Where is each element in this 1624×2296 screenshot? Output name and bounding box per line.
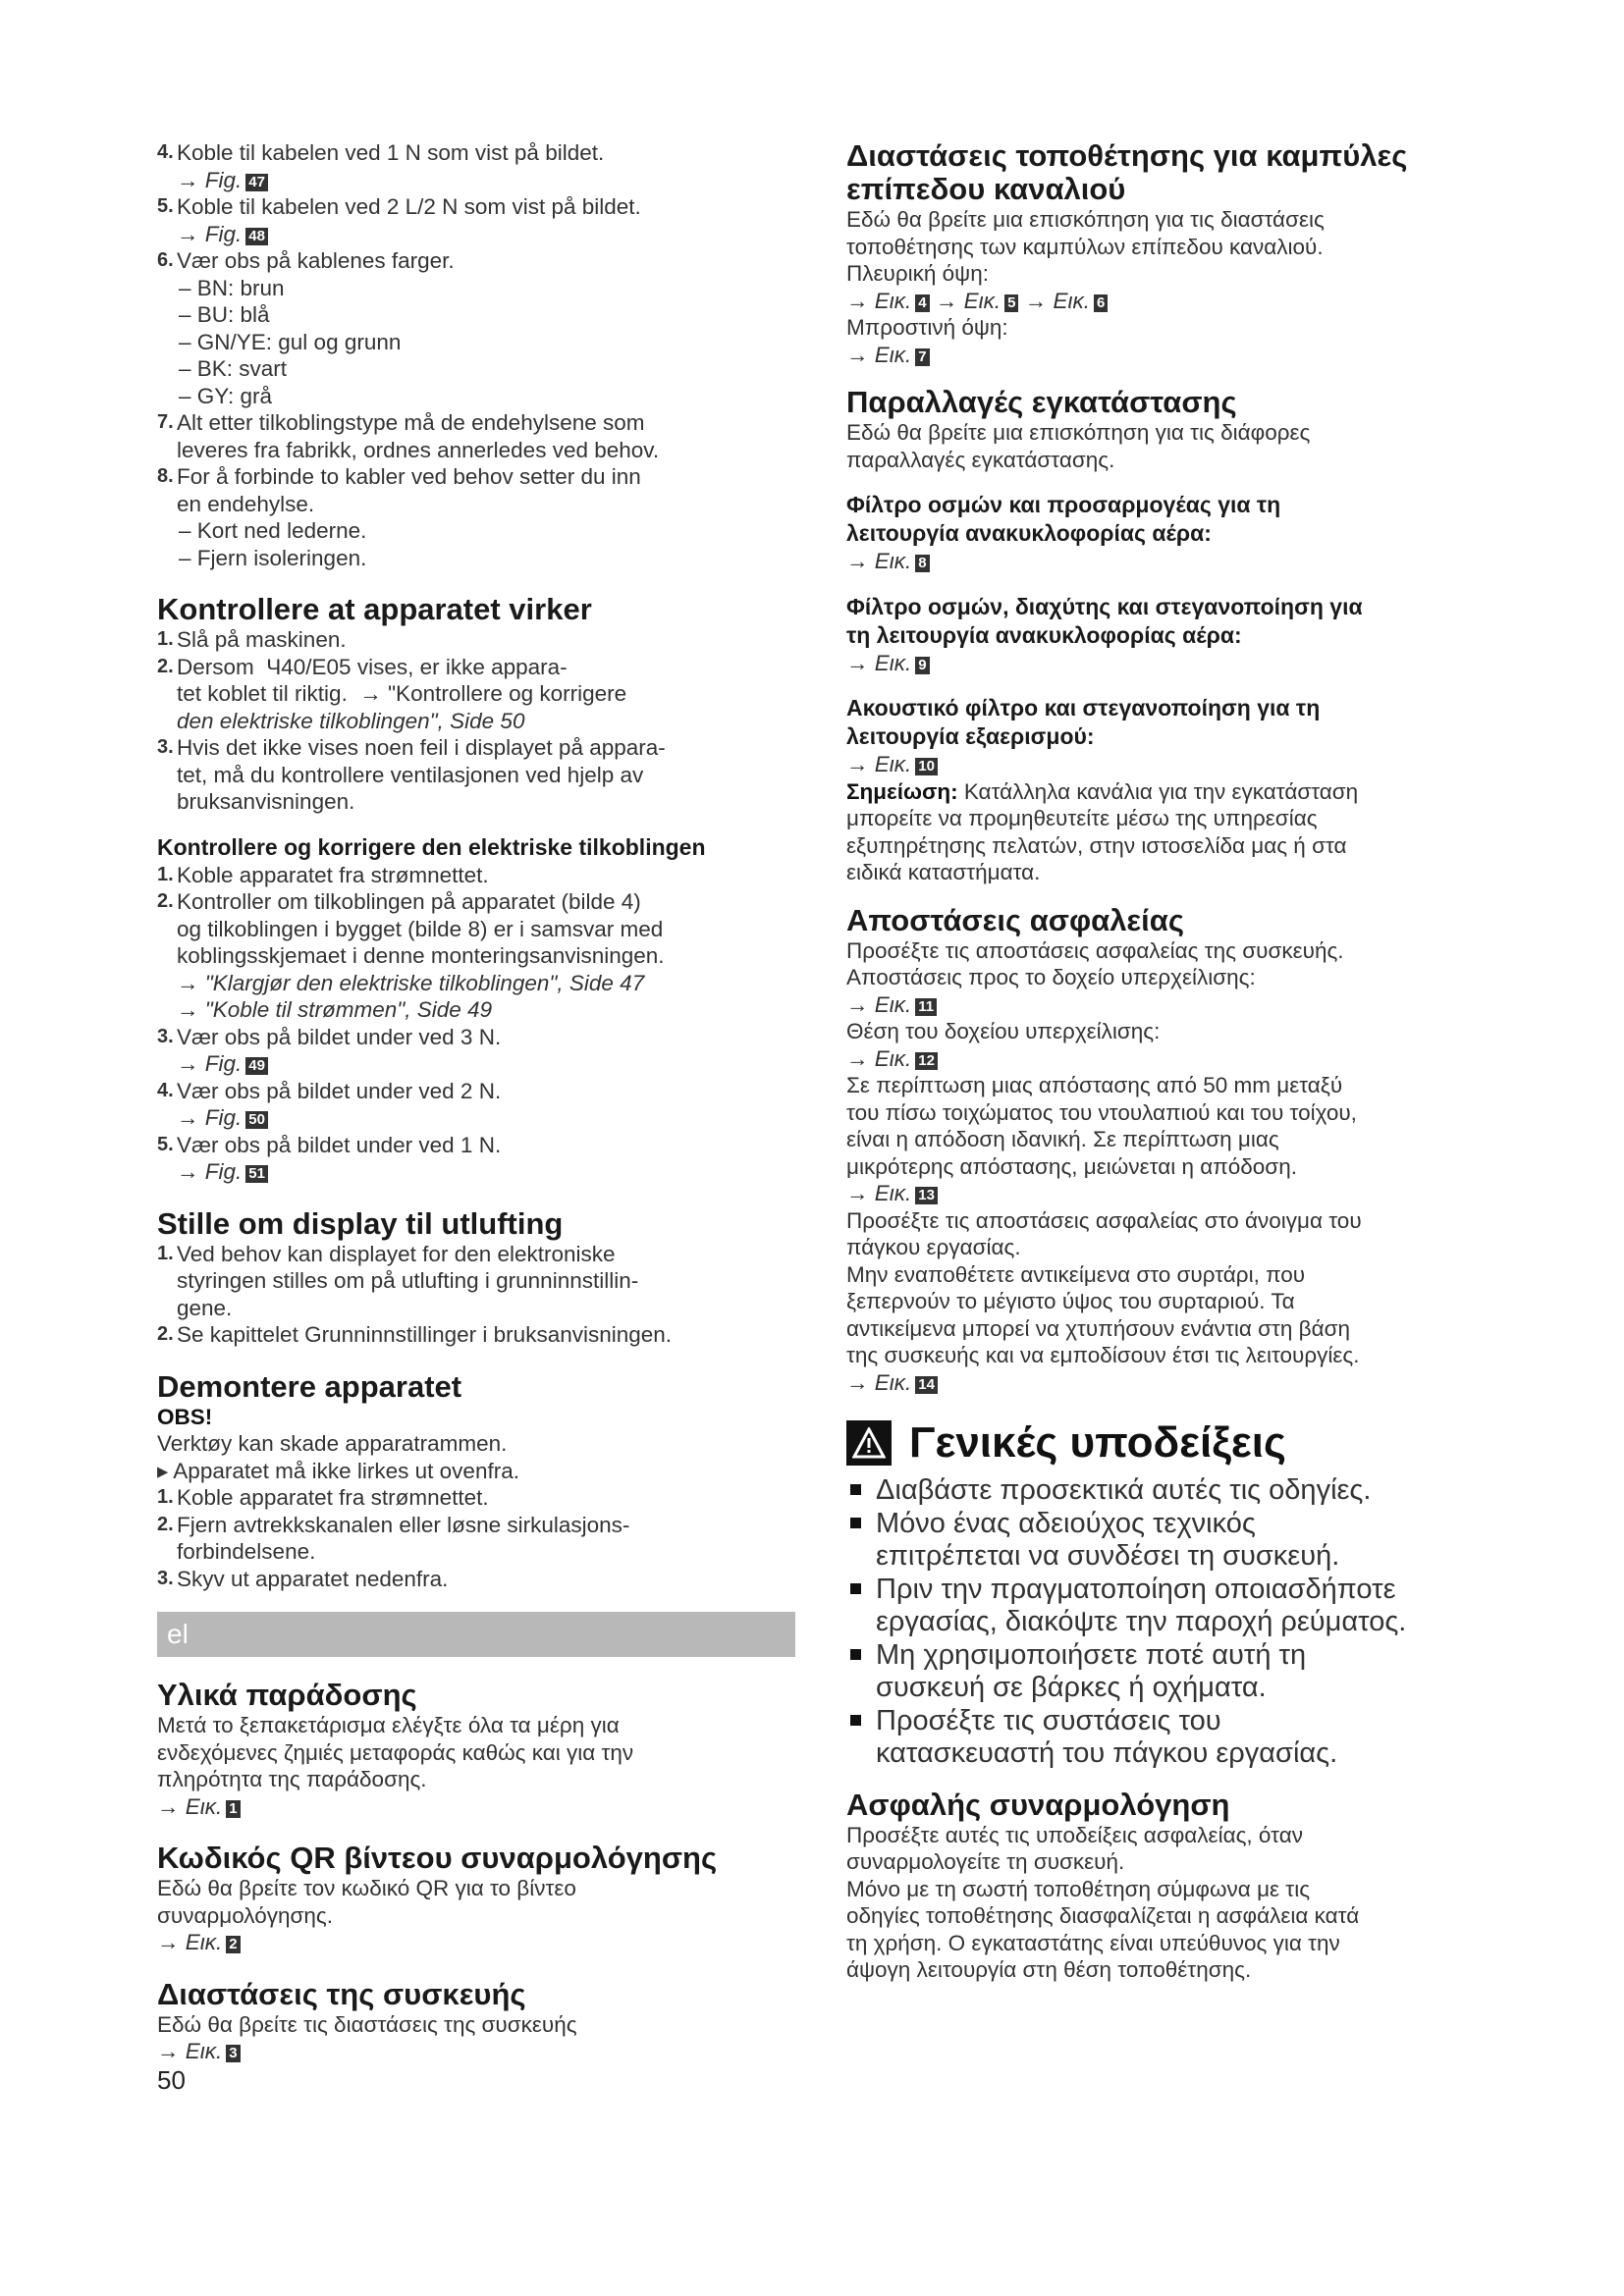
section-heading: Διαστάσεις της συσκευής (157, 1976, 526, 2011)
paragraph: Θέση του δοχείου υπερχείλισης: (846, 1019, 1161, 1043)
figure-badge: 6 (1094, 294, 1108, 312)
figure-badge: 14 (915, 1376, 938, 1394)
subsection-heading: Φίλτρο οσμών, διαχύτης και στεγανοποίηση για τη λειτουργία ανακυκλοφορίας αέρα: (846, 593, 1363, 648)
color-item: – BU: blå (179, 302, 270, 327)
step: 4. Vær obs på bildet under ved 2 N. (157, 1078, 502, 1103)
right-column (846, 139, 1483, 1984)
paragraph: Μπροστινή όψη: (846, 315, 1008, 340)
step: 3. Hvis det ikke vises noen feil i displayet på appara- tet, må du kontrollere ventilasjonen ved hjelp av bruksanvisningen. (157, 735, 666, 814)
step: 2. Fjern avtrekkskanalen eller løsne sirkulasjons- forbindelsene. (157, 1512, 630, 1564)
step: 3. Skyv ut apparatet nedenfra. (157, 1566, 449, 1591)
step: 5. Vær obs på bildet under ved 1 N. (157, 1132, 502, 1157)
figure-badge: 5 (1004, 294, 1018, 312)
figure-ref: → Εικ. 11 (846, 991, 1483, 1019)
step: 1. Slå på maskinen. (157, 627, 347, 652)
section-heading: Διαστάσεις τοποθέτησης για καμπύλες επίπεδου καναλιού (846, 138, 1408, 206)
step: 6. Vær obs på kablenes farger. (157, 248, 455, 273)
figure-badge: 1 (226, 1800, 240, 1818)
figure-badge: 49 (245, 1057, 268, 1075)
figure-ref: → Fig. 50 (157, 1104, 795, 1132)
section-heading: Αποστάσεις ασφαλείας (846, 902, 1184, 937)
bullet-item: Πριν την πραγματοποίηση οποιασδήποτε εργασίας, διακόψτε την παροχή ρεύματος. (846, 1574, 1483, 1639)
warning-heading: Γενικές υποδείξεις (846, 1417, 1483, 1468)
note: Σημείωση: Κατάλληλα κανάλια για την εγκατάσταση μπορείτε να προμηθευτείτε μέσω της υπηρεσίας εξυπηρέτησης πελατών, στην ιστοσελίδα μας ή στα ειδικά καταστήματα. (846, 778, 1359, 884)
figure-badge: 13 (915, 1187, 938, 1204)
subsection-heading: Φίλτρο οσμών και προσαρμογέας για τη λειτουργία ανακυκλοφορίας αέρα: (846, 492, 1281, 546)
step: 7. Alt etter tilkoblingstype må de endehylsene som leveres fra fabrikk, ordnes annerledes ved behov. (157, 410, 660, 462)
figure-badge: 47 (245, 174, 268, 191)
paragraph: Εδώ θα βρείτε μια επισκόπηση για τις διαστάσεις τοποθέτησης των καμπύλων επίπεδου καναλιού. Πλευρική όψη: (846, 207, 1325, 286)
figure-badge: 9 (915, 657, 929, 674)
bullet-item: ▸ Apparatet må ikke lirkes ut ovenfra. (157, 1458, 519, 1483)
caution-label: OBS! (157, 1404, 213, 1429)
step: 3. Vær obs på bildet under ved 3 N. (157, 1024, 502, 1049)
figure-refs: → Εικ. 4 → Εικ. 5 → Εικ. 6 (846, 288, 1483, 315)
step: 1. Koble apparatet fra strømnettet. (157, 1485, 489, 1510)
color-item: – GN/YE: gul og grunn (179, 329, 402, 354)
sub-item: – Fjern isoleringen. (179, 545, 367, 570)
bullet-item: Μη χρησιμοποιήσετε ποτέ αυτή τη συσκευή σε βάρκες ή οχήματα. (846, 1639, 1483, 1705)
section-heading: Παραλλαγές εγκατάστασης (846, 385, 1237, 419)
figure-ref: → Fig. 51 (157, 1158, 795, 1186)
section-heading: Demontere apparatet (157, 1368, 462, 1404)
step: 5. Koble til kabelen ved 2 L/2 N som vist på bildet. (157, 194, 641, 219)
left-column (157, 139, 795, 2095)
section-heading: Kontrollere at apparatet virker (157, 592, 592, 626)
bullet-item: Μόνο ένας αδειούχος τεχνικός επιτρέπεται να συνδέσει τη συσκευή. (846, 1508, 1483, 1574)
figure-badge: 11 (915, 998, 937, 1016)
step: 2. Dersom Ч40/E05 vises, er ikke appara- tet koblet til riktig. → "Kontrollere og korrigere den elektriske tilkoblingen", Side 50 (157, 654, 627, 733)
color-item: – BK: svart (179, 356, 288, 381)
figure-badge: 12 (915, 1052, 938, 1070)
language-band: el (157, 1612, 795, 1657)
step: 1. Koble apparatet fra strømnettet. (157, 862, 489, 887)
figure-badge: 51 (245, 1165, 268, 1183)
figure-ref: → Εικ. 1 (157, 1793, 795, 1821)
step: 4. Koble til kabelen ved 1 N som vist på bildet. (157, 140, 605, 165)
figure-ref: → Εικ. 14 (846, 1369, 1483, 1397)
bullet-item: Προσέξτε τις συστάσεις του κατασκευαστή του πάγκου εργασίας. (846, 1705, 1483, 1771)
section-heading: Stille om display til utlufting (157, 1205, 564, 1241)
figure-ref: → Fig. 49 (157, 1050, 795, 1078)
figure-ref: → Εικ. 13 (846, 1180, 1483, 1207)
paragraph: Εδώ θα βρείτε μια επισκόπηση για τις διάφορες παραλλαγές εγκατάστασης. (846, 420, 1311, 472)
caution-text: Verktøy kan skade apparatrammen. (157, 1431, 508, 1456)
figure-ref: → Εικ. 2 (157, 1929, 795, 1956)
figure-ref: → Εικ. 10 (846, 751, 1483, 778)
figure-ref: → Εικ. 12 (846, 1045, 1483, 1073)
paragraph: Μετά το ξεπακετάρισμα ελέγξτε όλα τα μέρη για ενδεχόμενες ζημιές μεταφοράς καθώς και για την πληρότητα της παράδοσης. (157, 1713, 634, 1791)
step: 8. For å forbinde to kabler ved behov setter du inn en endehylse. (157, 464, 641, 516)
figure-ref: → Fig. 47 (157, 167, 795, 194)
figure-badge: 3 (226, 2045, 240, 2062)
figure-ref: → Εικ. 7 (846, 342, 1483, 369)
subsection-heading: Kontrollere og korrigere den elektriske tilkoblingen (157, 833, 706, 860)
figure-badge: 50 (245, 1111, 268, 1129)
sub-item: – Kort ned lederne. (179, 518, 367, 543)
figure-ref: → Εικ. 8 (846, 548, 1483, 575)
paragraph: Προσέξτε τις αποστάσεις ασφαλείας στο άνοιγμα του πάγκου εργασίας. Μην εναποθέτετε αντικείμενα στο συρτάρι, που ξεπερνούν το μέγιστο ύψος του συρταριού. Τα αντικείμενα μπορεί να χτυπήσουν ενάντια στη βάση της συσκευής και να εμποδίσουν έτσι τις λειτουργίες. (846, 1207, 1362, 1367)
figure-ref: → Εικ. 3 (157, 2038, 795, 2065)
section-heading: Ασφαλής συναρμολόγηση (846, 1787, 1230, 1822)
step: 1. Ved behov kan displayet for den elektroniske styringen stilles om på utlufting i grunninnstillin- gene. (157, 1241, 639, 1320)
cross-reference[interactable]: → "Koble til strømmen", Side 49 (177, 997, 493, 1022)
figure-badge: 4 (915, 294, 929, 312)
figure-badge: 48 (245, 228, 268, 245)
section-heading: Υλικά παράδοσης (157, 1678, 417, 1712)
figure-badge: 10 (915, 758, 938, 775)
paragraph: Προσέξτε αυτές τις υποδείξεις ασφαλείας, όταν συναρμολογείτε τη συσκευή. Μόνο με τη σωστή τοποθέτηση σύμφωνα με τις οδηγίες τοποθέτησης διασφαλίζεται η ασφάλεια κατά τη χρήση. Ο εγκαταστάτης είναι υπεύθυνος για την άψογη λειτουργία στη θέση τοποθέτησης. (846, 1822, 1360, 1982)
section-heading: Κωδικός QR βίντεου συναρμολόγησης (157, 1841, 718, 1875)
figure-badge: 7 (915, 348, 929, 366)
cross-reference[interactable]: → "Klargjør den elektriske tilkoblingen", Side 47 (177, 970, 645, 995)
paragraph: Προσέξτε τις αποστάσεις ασφαλείας της συσκευής. Αποστάσεις προς το δοχείο υπερχείλισης: (846, 937, 1344, 989)
figure-ref: → Εικ. 9 (846, 650, 1483, 677)
paragraph: Εδώ θα βρείτε τον κωδικό QR για το βίντεο συναρμολόγησης. (157, 1876, 576, 1928)
color-item: – GY: grå (179, 383, 273, 408)
figure-badge: 8 (915, 555, 929, 572)
figure-badge: 2 (226, 1936, 240, 1953)
figure-ref: → Fig. 48 (157, 221, 795, 248)
warning-triangle-icon (846, 1420, 892, 1466)
paragraph: Σε περίπτωση μιας απόστασης από 50 mm μεταξύ του πίσω τοιχώματος του ντουλαπιού και του τοίχου, είναι η απόδοση ιδανική. Σε περίπτωση μιας μικρότερης απόστασης, μειώνεται η απόδοση. (846, 1073, 1357, 1179)
step: 2. Se kapittelet Grunninnstillinger i bruksanvisningen. (157, 1322, 673, 1347)
page-number: 50 (157, 2064, 186, 2095)
step: 2. Kontroller om tilkoblingen på apparatet (bilde 4) og tilkoblingen i bygget (bilde 8) er i samsvar med koblingsskjemaet i denne monteringsanvisningen. (157, 889, 665, 968)
subsection-heading: Ακουστικό φίλτρο και στεγανοποίηση για τη λειτουργία εξαερισμού: (846, 695, 1321, 749)
note-label: Σημείωση: (846, 778, 958, 804)
paragraph: Εδώ θα βρείτε τις διαστάσεις της συσκευής (157, 2011, 577, 2037)
bullet-item: Διαβάστε προσεκτικά αυτές τις οδηγίες. (846, 1474, 1483, 1508)
color-item: – BN: brun (179, 275, 285, 300)
